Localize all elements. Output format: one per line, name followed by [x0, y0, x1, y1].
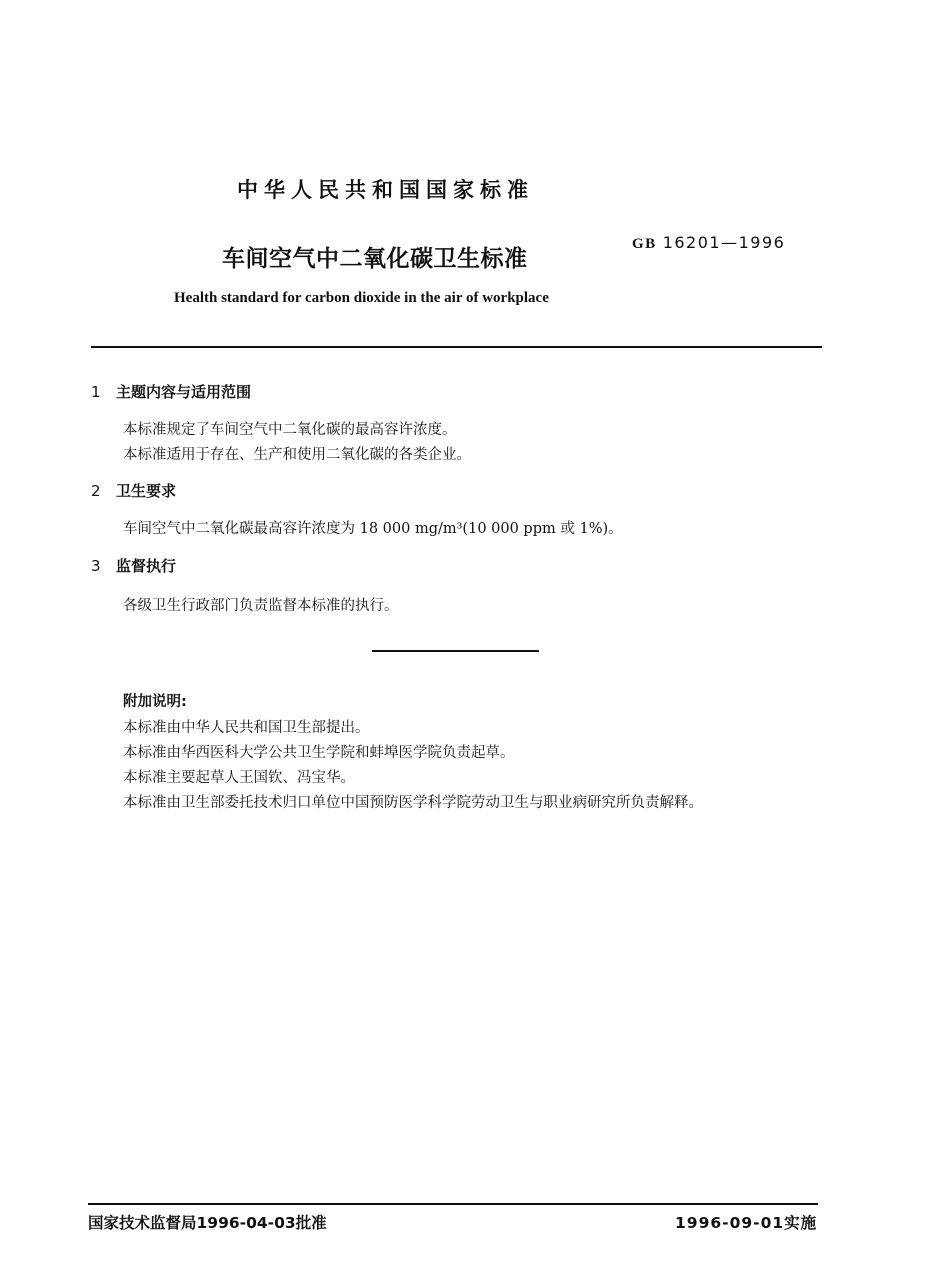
- standard-code-number: 16201—1996: [662, 233, 786, 252]
- approval-date: 国家技术监督局1996-04-03批准: [88, 1214, 327, 1232]
- section-2-heading: [91, 480, 176, 501]
- section-3-title: 监督执行: [116, 557, 177, 575]
- notes-line-4: 本标准由卫生部委托技术归口单位中国预防医学科学院劳动卫生与职业病研究所负责解释。: [123, 795, 703, 811]
- section-2-paragraph-1: 车间空气中二氧化碳最高容许浓度为 18 000 mg/m³(10 000 ppm 或 1%)。: [123, 521, 623, 537]
- section-3-number: 3: [91, 557, 101, 575]
- standard-code-prefix: GB: [632, 236, 657, 252]
- section-3-heading: [91, 555, 176, 576]
- notes-heading: 附加说明:: [123, 694, 187, 710]
- end-of-text-rule: [372, 650, 539, 652]
- notes-line-1: 本标准由中华人民共和国卫生部提出。: [123, 720, 370, 736]
- standard-code: [632, 233, 785, 253]
- section-1-title: 主题内容与适用范围: [116, 383, 252, 401]
- notes-line-3: 本标准主要起草人王国钦、冯宝华。: [123, 770, 355, 786]
- national-standard-heading: 中华人民共和国国家标准: [237, 178, 534, 202]
- implementation-date: 1996-09-01实施: [675, 1214, 818, 1232]
- footer-divider: [88, 1203, 818, 1205]
- header-divider: [91, 346, 822, 348]
- section-3-paragraph-1: 各级卫生行政部门负责监督本标准的执行。: [123, 598, 399, 614]
- document-title: 车间空气中二氧化碳卫生标准: [222, 246, 528, 272]
- english-title: Health standard for carbon dioxide in the air of workplace: [174, 290, 549, 306]
- section-2-number: 2: [91, 482, 101, 500]
- section-1-number: 1: [91, 383, 101, 401]
- section-1-heading: [91, 381, 251, 402]
- section-1-paragraph-2: 本标准适用于存在、生产和使用二氧化碳的各类企业。: [123, 447, 471, 463]
- notes-line-2: 本标准由华西医科大学公共卫生学院和蚌埠医学院负责起草。: [123, 745, 515, 761]
- section-2-title: 卫生要求: [116, 482, 177, 500]
- section-1-paragraph-1: 本标准规定了车间空气中二氧化碳的最高容许浓度。: [123, 422, 457, 438]
